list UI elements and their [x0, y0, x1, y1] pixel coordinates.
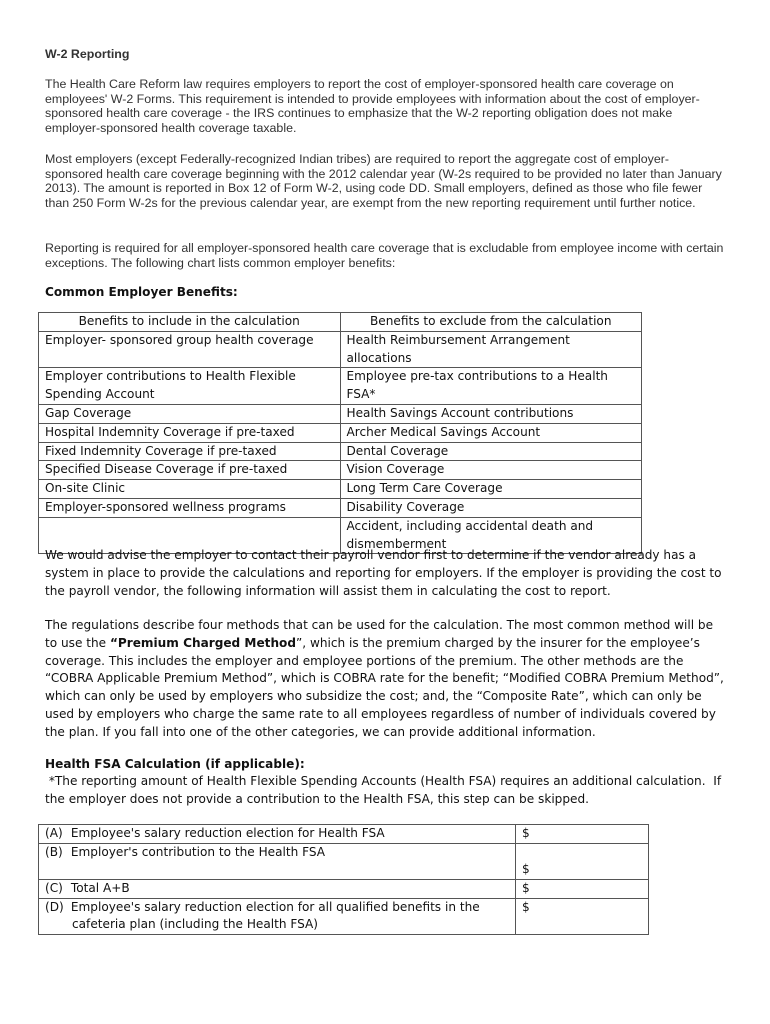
reporting-paragraph: Reporting is required for all employer-sponsored health care coverage that is excludable from employee income with certain exceptions. The following chart lists common employer benefits:: [45, 241, 724, 270]
fsa-amount-cell: $: [516, 879, 649, 898]
fsa-amount-cell: $: [516, 898, 649, 935]
include-column-header: Benefits to include in the calculation: [39, 313, 341, 332]
methods-paragraph: [45, 617, 725, 742]
include-cell: Specified Disease Coverage if pre-taxed: [39, 461, 341, 480]
table-row: [39, 331, 642, 368]
requirement-paragraph: Most employers (except Federally-recognized Indian tribes) are required to report the aggregate cost of employer-sponsored health care coverage beginning with the 2012 calendar year (W-2s required to be provided no later than January 2013). The amount is reported in Box 12 of Form W-2, using code DD. Small employers, defined as those who file fewer than 250 Form W-2s for the previous calendar year, are exempt from the new reporting requirement until further notice.: [45, 152, 722, 210]
exclude-column-header: Benefits to exclude from the calculation: [340, 313, 642, 332]
row-text: Employee's salary reduction election for Health FSA: [70, 826, 385, 840]
exclude-cell: Long Term Care Coverage: [340, 480, 642, 499]
fsa-row-label: [39, 898, 516, 935]
document-title: W-2 Reporting: [45, 47, 130, 61]
table-row: [39, 843, 649, 879]
table-row: [39, 480, 642, 499]
row-text: Total A+B: [70, 880, 130, 895]
payroll-vendor-paragraph: We would advise the employer to contact their payroll vendor first to determine if the vendor already has a system in place to provide the calculations and reporting for employers. If the employer is providing the cost to the payroll vendor, the following information will assist them in calculating the cost to report.: [45, 548, 722, 598]
row-text: Employer's contribution to the Health FSA: [70, 844, 326, 859]
benefits-heading: Common Employer Benefits:: [45, 285, 238, 299]
fsa-amount-cell: $: [516, 825, 649, 844]
fsa-note: *The reporting amount of Health Flexible Spending Accounts (Health FSA) requires an additional calculation. If the employer does not provide a contribution to the Health FSA, this step can be skipped.: [45, 774, 725, 806]
table-row: [39, 423, 642, 442]
methods-text-rest: ”, which is the premium charged by the insurer for the employee’s coverage. This includes the employer and employee portions of the premium. The other methods are the “COBRA Applicable Premium Method”, which is COBRA rate for the benefit; “Modified COBRA Premium Method”, which can only be used by employers who subsidize the cost; and, the “Composite Rate”, which can only be used by employers who charge the same rate to all employees regardless of number of individuals covered by the plan. If you fall into one of the other categories, we can provide additional information.: [45, 635, 724, 739]
row-key: (B): [45, 844, 63, 859]
row-key: (A): [45, 826, 63, 840]
table-row: [39, 898, 649, 935]
fsa-heading: Health FSA Calculation (if applicable):: [45, 757, 305, 771]
include-cell: Gap Coverage: [39, 404, 341, 423]
include-cell: Fixed Indemnity Coverage if pre-taxed: [39, 442, 341, 461]
table-row: [39, 461, 642, 480]
include-cell: Employer contributions to Health Flexible Spending Account: [39, 368, 341, 405]
row-text: Employee's salary reduction election for all qualified benefits in the: [70, 899, 480, 914]
include-cell: Hospital Indemnity Coverage if pre-taxed: [39, 423, 341, 442]
premium-charged-method-term: “Premium Charged Method: [109, 635, 297, 650]
fsa-calculation-table: [38, 824, 649, 935]
table-row: [39, 368, 642, 405]
exclude-cell: Employee pre-tax contributions to a Health FSA*: [340, 368, 642, 405]
include-cell: Employer-sponsored wellness programs: [39, 498, 341, 517]
exclude-cell: Health Reimbursement Arrangement allocations: [340, 331, 642, 368]
exclude-cell: Dental Coverage: [340, 442, 642, 461]
benefits-table: [38, 312, 642, 554]
fsa-row-label: [39, 825, 516, 844]
include-cell: On-site Clinic: [39, 480, 341, 499]
include-cell: Employer- sponsored group health coverage: [39, 331, 341, 368]
table-row: [39, 879, 649, 898]
fsa-amount-cell: $: [516, 843, 649, 879]
fsa-row-label: [39, 879, 516, 898]
intro-paragraph: The Health Care Reform law requires employers to report the cost of employer-sponsored health care coverage on employees' W-2 Forms. This requirement is intended to provide employees with information about the cost of employer-sponsored health care coverage - the IRS continues to emphasize that the W-2 reporting obligation does not make employer-sponsored health coverage taxable.: [45, 77, 700, 135]
exclude-cell: Health Savings Account contributions: [340, 404, 642, 423]
exclude-cell: Archer Medical Savings Account: [340, 423, 642, 442]
exclude-cell: Disability Coverage: [340, 498, 642, 517]
methods-text-start: The regulations describe four methods that can be used for the calculation. The most common method will be to use the: [45, 618, 714, 650]
exclude-cell: Vision Coverage: [340, 461, 642, 480]
exclude-cell: Accident, including accidental death and dismemberment: [340, 517, 642, 554]
table-row: [39, 825, 649, 844]
row-key: (C): [45, 880, 63, 895]
table-row: [39, 498, 642, 517]
table-row: [39, 442, 642, 461]
benefits-table-header: [39, 313, 642, 332]
row-text-continued: cafeteria plan (including the Health FSA): [72, 917, 319, 932]
table-row: [39, 404, 642, 423]
fsa-row-label: [39, 843, 516, 879]
row-key: (D): [45, 899, 64, 914]
